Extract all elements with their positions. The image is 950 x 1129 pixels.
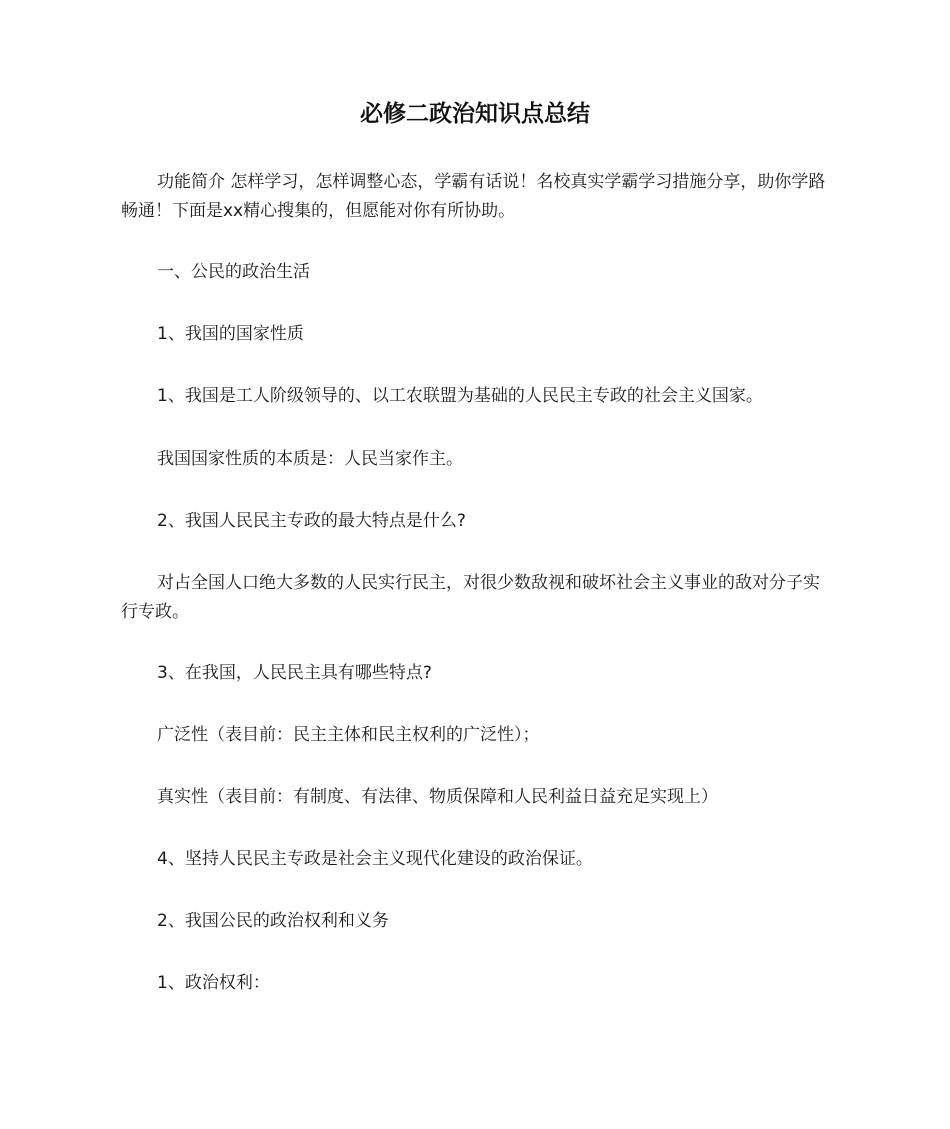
answer-biggest-feature: 对占全国人口绝大多数的人民实行民主，对很少数敌视和破坏社会主义事业的敌对分子实行专政。 xyxy=(121,573,820,622)
subsection-heading-rights-duties: 2、我国公民的政治权利和义务 xyxy=(157,911,389,931)
intro-paragraph: 功能简介 怎样学习，怎样调整心态，学霸有话说！名校真实学霸学习措施分享，助你学路畅通！下面是xx精心搜集的，但愿能对你有所协助。 xyxy=(121,172,826,221)
paragraph-state-essence: 我国国家性质的本质是：人民当家作主。 xyxy=(157,449,463,469)
question-democracy-features: 3、在我国，人民民主具有哪些特点? xyxy=(157,663,432,683)
section-heading-citizen-political-life: 一、公民的政治生活 xyxy=(157,262,310,282)
feature-authenticity: 真实性（表目前：有制度、有法律、物质保障和人民利益日益充足实现上） xyxy=(157,787,718,807)
document-title: 必修二政治知识点总结 xyxy=(360,101,590,127)
feature-breadth: 广泛性（表目前：民主主体和民主权利的广泛性）； xyxy=(157,725,540,745)
paragraph-political-guarantee: 4、坚持人民民主专政是社会主义现代化建设的政治保证。 xyxy=(157,849,593,869)
subsection-heading-political-rights: 1、政治权利： xyxy=(157,973,270,993)
question-biggest-feature: 2、我国人民民主专政的最大特点是什么? xyxy=(157,511,466,531)
subsection-heading-state-nature: 1、我国的国家性质 xyxy=(157,324,304,344)
paragraph-state-definition: 1、我国是工人阶级领导的、以工农联盟为基础的人民民主专政的社会主义国家。 xyxy=(157,386,763,406)
